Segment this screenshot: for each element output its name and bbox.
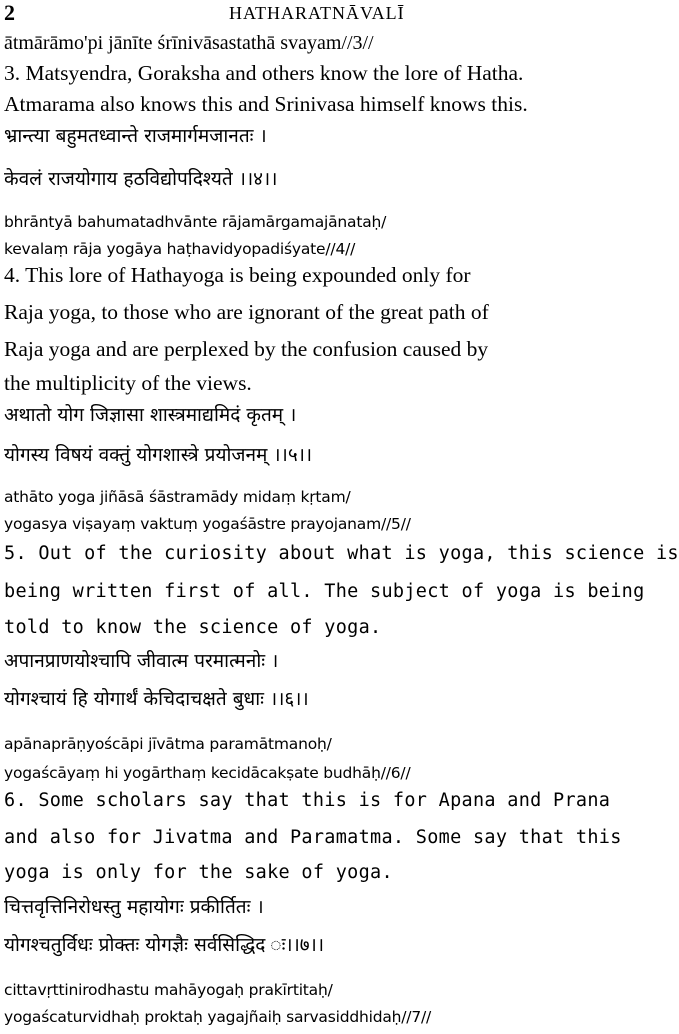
running-title: HATHARATNĀVALĪ — [229, 3, 405, 23]
translation-line: the multiplicity of the views. — [4, 371, 252, 395]
sanskrit-verse-line: योगस्य विषयं वक्तुं योगशास्त्रे प्रयोजनम् ।।५।। — [4, 444, 313, 466]
sanskrit-verse-line: अपानप्राणयोश्चापि जीवात्म परमात्मनोः । — [4, 650, 279, 672]
translation-line: yoga is only for the sake of yoga. — [4, 862, 393, 883]
translation-line: 5. Out of the curiosity about what is yoga, this science is — [4, 543, 679, 564]
transliteration-line: yogaścāyaṃ hi yogārthaṃ kecidācakṣate budhāḥ//6// — [4, 764, 411, 782]
translation-line: being written first of all. The subject of yoga is being — [4, 581, 645, 602]
sanskrit-verse-line: भ्रान्त्या बहुमतध्वान्ते राजमार्गमजानतः । — [4, 125, 267, 147]
translation-line: Raja yoga, to those who are ignorant of the great path of — [4, 300, 489, 324]
transliteration-line: yogaścaturvidhaḥ proktaḥ yagajñaiḥ sarvasiddhidaḥ//7// — [4, 1008, 432, 1026]
page-header — [4, 2, 598, 24]
sanskrit-verse-line: चित्तवृत्तिनिरोधस्तु महायोगः प्रकीर्तितः । — [4, 896, 264, 918]
translation-line: 4. This lore of Hathayoga is being expounded only for — [4, 263, 471, 287]
translation-line: Atmarama also knows this and Srinivasa himself knows this. — [4, 92, 528, 116]
translation-line: told to know the science of yoga. — [4, 617, 382, 638]
transliteration-line: apānaprāṇyoścāpi jīvātma paramātmanoḥ/ — [4, 735, 332, 753]
page-number: 2 — [4, 0, 15, 25]
sanskrit-verse-line: अथातो योग जिज्ञासा शास्त्रमाद्यमिदं कृतम् । — [4, 404, 297, 426]
transliteration-line: kevalaṃ rāja yogāya haṭhavidyopadiśyate//4// — [4, 240, 356, 258]
sanskrit-verse-line: योगश्चायं हि योगार्थं केचिदाचक्षते बुधाः ।।६।। — [4, 688, 309, 710]
sanskrit-verse-line: केवलं राजयोगाय हठविद्योपदिश्यते ।।४।। — [4, 168, 278, 190]
transliteration-line: yogasya viṣayaṃ vaktuṃ yogaśāstre prayojanam//5// — [4, 515, 411, 533]
transliteration-line: ātmārāmo'pi jānīte śrīnivāsastathā svayam//3// — [4, 32, 374, 54]
translation-line: Raja yoga and are perplexed by the confusion caused by — [4, 337, 489, 361]
transliteration-line: bhrāntyā bahumatadhvānte rājamārgamajānataḥ/ — [4, 213, 387, 231]
transliteration-line: cittavṛttinirodhastu mahāyogaḥ prakīrtitaḥ/ — [4, 981, 333, 999]
translation-line: 3. Matsyendra, Goraksha and others know the lore of Hatha. — [4, 61, 524, 85]
transliteration-line: athāto yoga jiñāsā śāstramādy midaṃ kṛtam/ — [4, 488, 351, 506]
translation-line: 6. Some scholars say that this is for Apana and Prana — [4, 790, 611, 811]
sanskrit-verse-line: योगश्चतुर्विधः प्रोक्तः योगज्ञैः सर्वसिद्धिद ः।।७।। — [4, 934, 325, 956]
translation-line: and also for Jivatma and Paramatma. Some say that this — [4, 827, 622, 848]
